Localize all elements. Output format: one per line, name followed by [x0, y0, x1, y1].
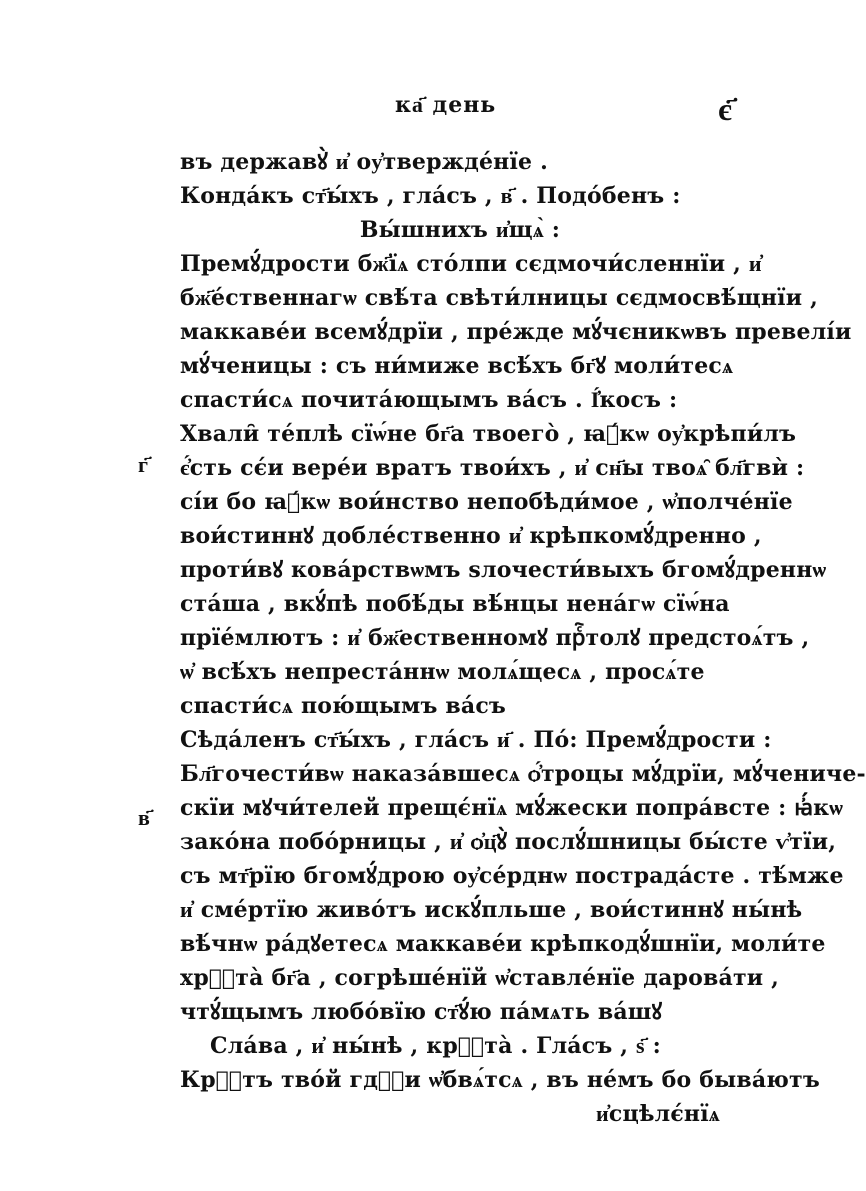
text-line: Хвали̑ те́плѣ сїѡ́не бг҃а твоего̀ , ꙗ҆́кѡ оу҆крѣпи́лъ — [180, 421, 797, 447]
sedalen-heading: Сѣда́ленъ ст҃ы́хъ , гла́съ и҃ . По́: Премꙋ́дрости : — [180, 727, 772, 753]
melody-heading: Вы́шнихъ и҆щѧ̀ : — [359, 217, 561, 243]
text-line: прїе́млютъ : и҆ бж҃ественномꙋ прⷭ҇толꙋ предстоѧ́тъ , — [180, 625, 810, 651]
glory-heading: Сла́ва , и҆ ны́нѣ , крⷭ҇та̀ . Гла́съ , ѕ҃ : — [210, 1033, 661, 1059]
text-line: сі́и бо ꙗ҆́кѡ вои́нство непобѣди́мое , ѡ҆полче́нїе — [180, 489, 793, 515]
margin-signature-mark: г҃ — [138, 452, 148, 478]
text-line: скїи мꙋчи́телей прещє́нїѧ мꙋ́жески попра́всте : ꙗ҆́кѡ — [180, 795, 844, 821]
page-number: є҃ — [718, 90, 732, 128]
text-line: маккаве́и всемꙋ́дрїи , пре́жде мꙋ́чєникѡвъ превелі́и — [180, 319, 852, 345]
body-text — [180, 145, 866, 1131]
catchword: и҆сцѣлє́нїѧ — [596, 1101, 720, 1127]
text-line: зако́на побо́рницы , и҆ ѻ҆ц҃ꙋ̀ послꙋ́шницы бы́сте ѵ҆тїи, — [180, 829, 837, 855]
text-line: хрⷭ҇та̀ бг҃а , согрѣше́нїй ѡ҆ставле́нїе дарова́ти , — [180, 965, 780, 991]
text-line: чтꙋ́щымъ любо́вїю ст҃ꙋ́ю па́мѧть ва́шꙋ — [180, 999, 663, 1025]
margin-signature-mark: в҃ — [138, 805, 150, 831]
text-line: и҆ сме́ртїю живо́тъ искꙋ́пльше , вои́стиннꙋ ны́нѣ — [180, 897, 803, 923]
text-line: ста́ша , вкꙋ́пѣ побѣ́ды вѣ́нцы нена́гѡ сїѡ́на — [180, 591, 730, 617]
kontakion-heading: Конда́къ ст҃ы́хъ , гла́съ , в҃ . Подо́бенъ : — [180, 183, 681, 209]
text-line: съ мт҃рїю бгомꙋ́дрою оу҆се́рднѡ пострада́сте . тѣ́мже — [180, 863, 844, 889]
text-line: ѡ҆ всѣ́хъ непреста́ннѡ молѧ́щесѧ , просѧ́те — [180, 659, 705, 685]
text-line: є҆́сть сє́и вере́и вратъ твои́хъ , и҆ сн҃ы твоѧ̑ бл҃гвѝ : — [180, 455, 805, 481]
text-line: Бл҃гочести́вѡ наказа́вшесѧ ѻ҆́троцы мꙋ́дрїи, мꙋ́чениче- — [180, 761, 866, 787]
text-line: бж҃е́ственнагѡ свѣ́та свѣти́лницы сєдмосвѣ́щнїи , — [180, 285, 818, 311]
text-line: Крⷭ҇тъ тво́й гдⷭ҇и ѡ҆бвѧ́тсѧ , въ не́мъ бо быва́ютъ — [180, 1067, 820, 1093]
text-line: вои́стиннꙋ добле́ственно и҆ крѣпкомꙋ́дренно , — [180, 523, 762, 549]
text-line: въ державꙋ̀ и҆ оу҆твержде́нїе . — [180, 149, 548, 175]
text-line: спасти́сѧ почита́ющымъ ва́съ . І҆́косъ : — [180, 387, 678, 413]
text-line: проти́вꙋ кова́рствѡмъ ѕлочести́выхъ бгомꙋ́дреннѡ — [180, 557, 827, 583]
text-line: спасти́сѧ пою́щымъ ва́съ — [180, 693, 507, 719]
running-header: ка҃ день — [395, 92, 497, 118]
text-line: мꙋ́ченицы : съ ни́миже всѣ́хъ бг҃ꙋ моли́тесѧ — [180, 353, 734, 379]
text-line: Премꙋ́дрости бж҃їѧ сто́лпи сєдмочи́сленнїи , и҆ — [180, 251, 762, 277]
text-line: вѣ́чнѡ ра́дꙋетесѧ маккаве́и крѣпкодꙋ́шнїи, моли́те — [180, 931, 826, 957]
